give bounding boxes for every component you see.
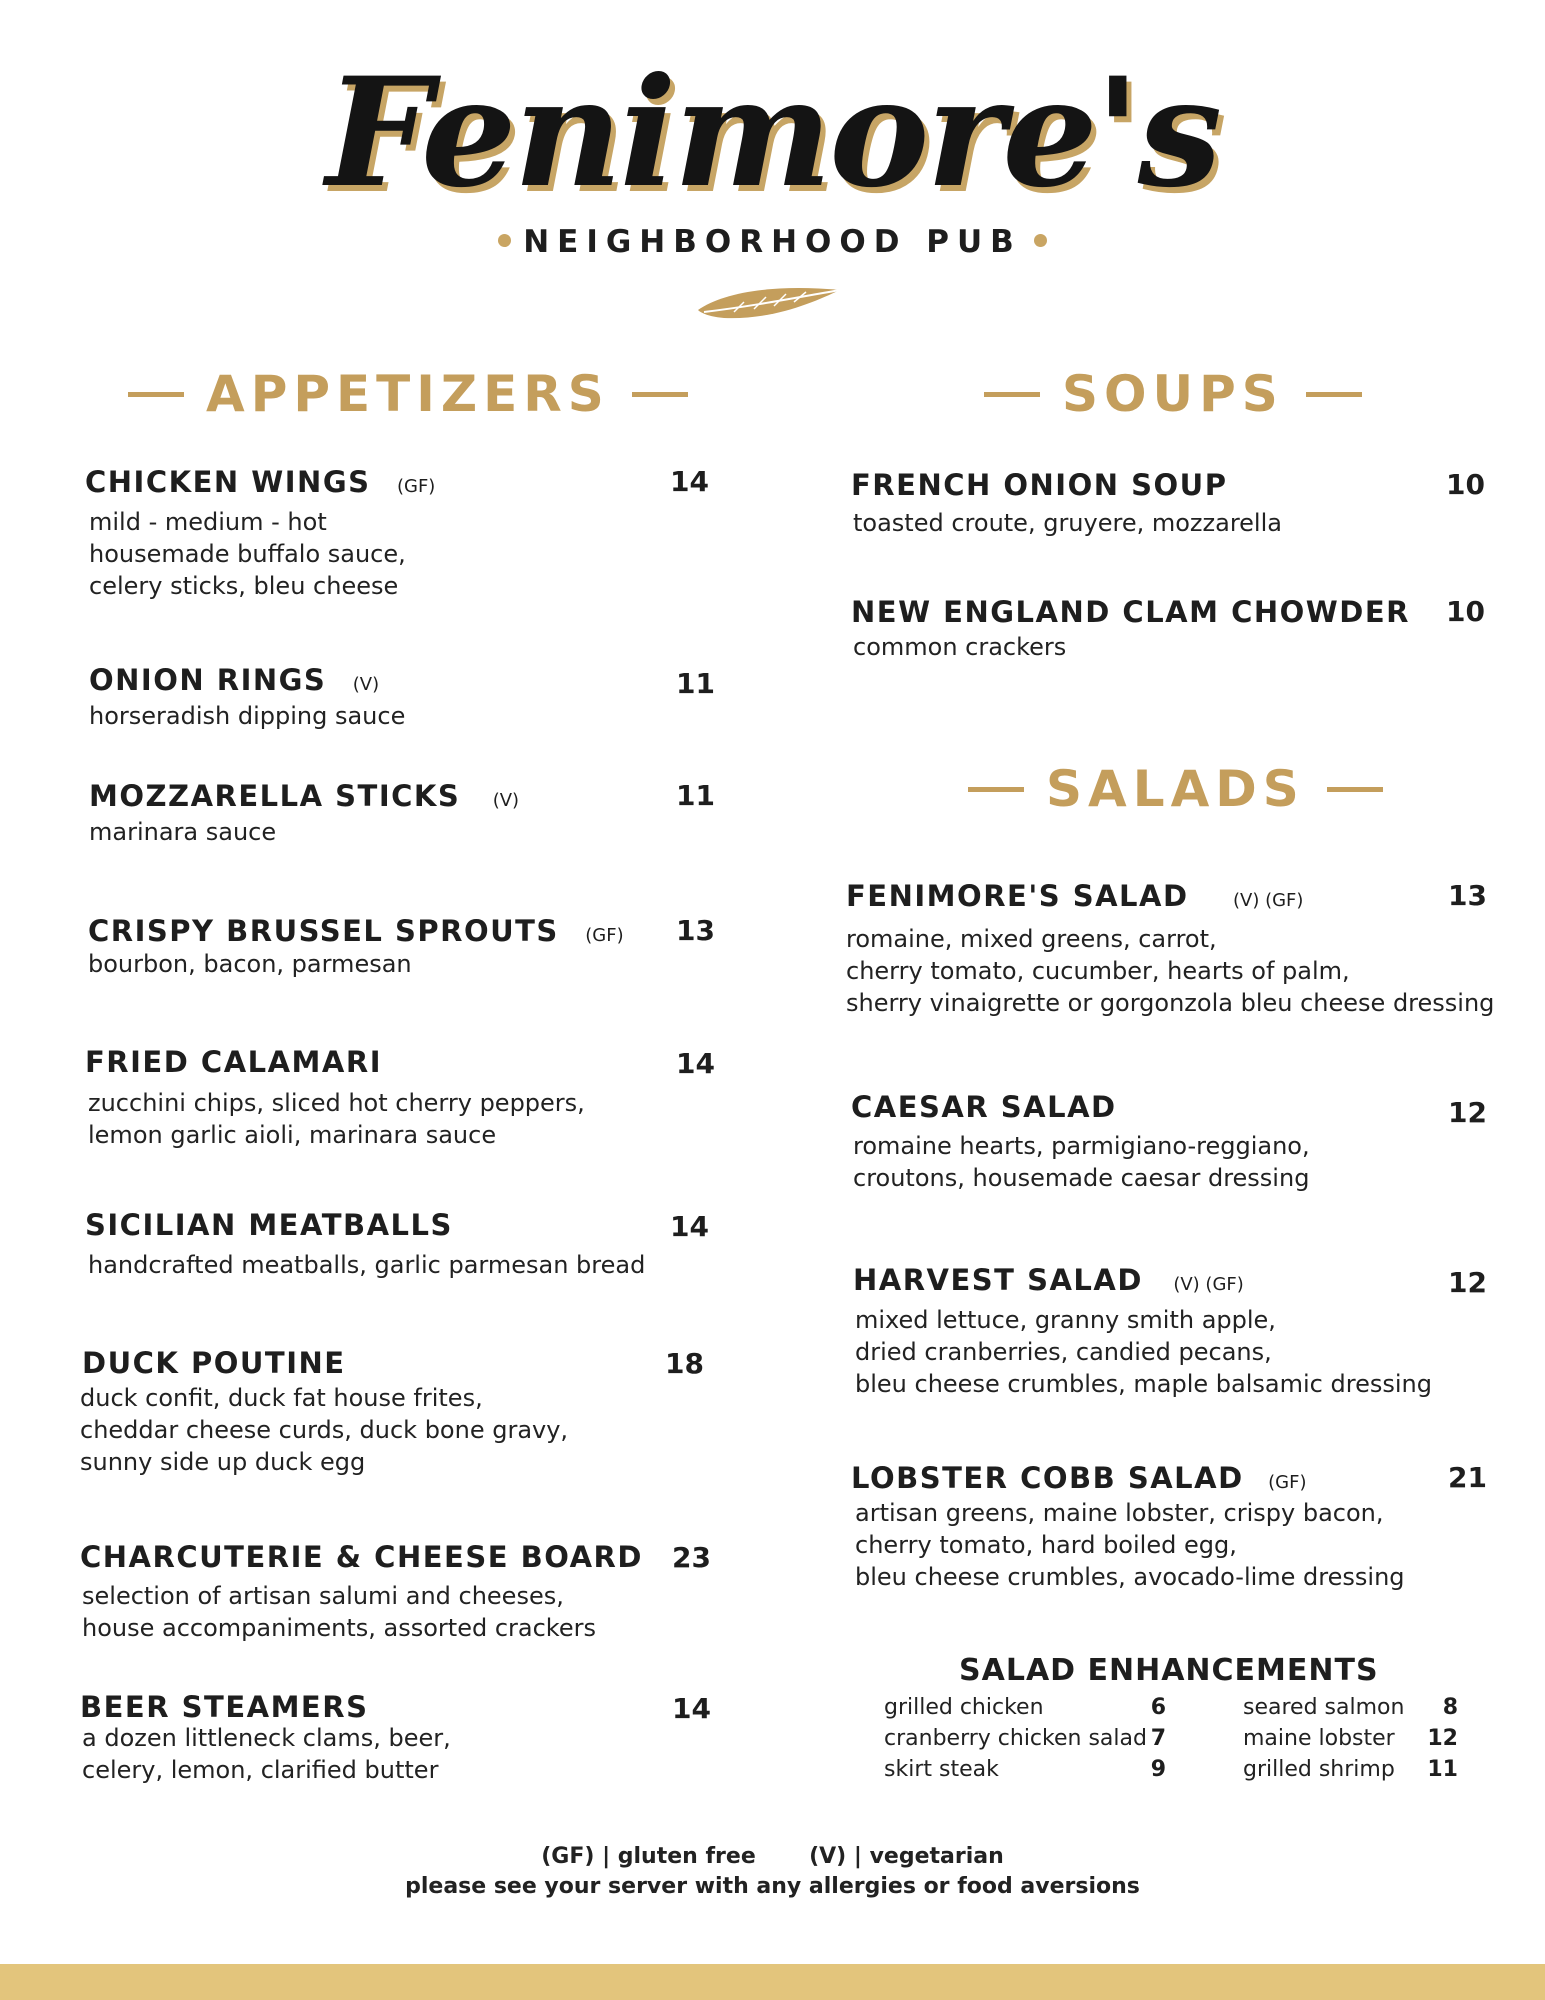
item-description — [88, 1249, 645, 1281]
dash-decoration — [968, 787, 1024, 792]
item-description — [89, 506, 406, 602]
dash-decoration — [1327, 787, 1383, 792]
item-description — [853, 507, 1282, 539]
enhancements-right-list — [1243, 1692, 1404, 1785]
item-price: 18 — [665, 1347, 704, 1380]
desc-line: house accompaniments, assorted crackers — [82, 1614, 596, 1642]
enhancement-price: 8 — [1442, 1695, 1458, 1720]
menu-item — [89, 663, 379, 697]
item-price: 14 — [670, 465, 709, 498]
item-price: 11 — [676, 779, 715, 812]
item-description — [82, 1722, 451, 1786]
item-name: MOZZARELLA STICKS — [89, 779, 461, 813]
desc-line: common crackers — [853, 633, 1067, 661]
item-price: 14 — [672, 1692, 711, 1725]
item-name: ONION RINGS — [89, 663, 327, 697]
item-description — [853, 631, 1066, 663]
tagline — [0, 224, 1545, 260]
logo: Fenimore's — [325, 45, 1220, 221]
allergy-note: please see your server with any allergies or food aversions — [405, 1874, 1140, 1899]
dash-decoration — [984, 392, 1040, 397]
tagline-text: NEIGHBORHOOD PUB — [523, 224, 1022, 260]
dietary-legend — [0, 1844, 1545, 1869]
item-name: CAESAR SALAD — [851, 1090, 1117, 1124]
item-price: 11 — [676, 667, 715, 700]
desc-line: mild - medium - hot — [89, 508, 327, 536]
section-soups — [962, 365, 1384, 423]
feather-icon — [694, 282, 844, 326]
enhancement-price: 12 — [1427, 1726, 1458, 1751]
item-tags: (V) — [352, 674, 380, 695]
menu-item — [851, 1461, 1306, 1495]
menu-item — [851, 1090, 1117, 1124]
desc-line: bourbon, bacon, parmesan — [88, 950, 412, 978]
footer-bar — [0, 1964, 1545, 2000]
item-description — [82, 1580, 596, 1644]
section-title: APPETIZERS — [206, 365, 610, 423]
item-price: 13 — [676, 914, 715, 947]
enhancement-price: 7 — [1150, 1726, 1166, 1751]
item-name: FRIED CALAMARI — [85, 1045, 382, 1079]
desc-line: romaine, mixed greens, carrot, — [846, 925, 1217, 953]
section-appetizers — [106, 365, 710, 423]
desc-line: cheddar cheese curds, duck bone gravy, — [80, 1416, 569, 1444]
item-name: CHARCUTERIE & CHEESE BOARD — [80, 1540, 643, 1574]
legend-gf: (GF) | gluten free — [541, 1844, 756, 1869]
item-name: CRISPY BRUSSEL SPROUTS — [88, 914, 559, 948]
desc-line: lemon garlic aioli, marinara sauce — [88, 1121, 497, 1149]
desc-line: duck confit, duck fat house frites, — [80, 1384, 483, 1412]
desc-line: cherry tomato, hard boiled egg, — [855, 1531, 1237, 1559]
item-tags: (V) (GF) — [1232, 890, 1304, 911]
enhancements-title: SALAD ENHANCEMENTS — [959, 1653, 1379, 1688]
item-name: NEW ENGLAND CLAM CHOWDER — [851, 595, 1410, 629]
menu-item — [82, 1346, 346, 1380]
menu-item — [80, 1690, 368, 1724]
menu-item — [853, 1263, 1244, 1297]
item-price: 21 — [1448, 1461, 1487, 1494]
desc-line: marinara sauce — [89, 818, 277, 846]
desc-line: a dozen littleneck clams, beer, — [82, 1724, 451, 1752]
item-name: DUCK POUTINE — [82, 1346, 346, 1380]
item-name: CHICKEN WINGS — [85, 465, 371, 499]
dot-right-icon — [1034, 234, 1047, 247]
enhancement-price: 9 — [1150, 1757, 1166, 1782]
item-tags: (GF) — [396, 476, 436, 497]
desc-line: selection of artisan salumi and cheeses, — [82, 1582, 564, 1610]
desc-line: housemade buffalo sauce, — [89, 540, 406, 568]
item-price: 13 — [1448, 879, 1487, 912]
item-description — [853, 1130, 1310, 1194]
desc-line: zucchini chips, sliced hot cherry peppers, — [88, 1089, 585, 1117]
menu-item — [846, 879, 1303, 913]
item-description — [80, 1382, 568, 1478]
enhancement-name: maine lobster — [1243, 1726, 1395, 1751]
section-salads — [946, 760, 1405, 818]
item-name: FRENCH ONION SOUP — [851, 468, 1228, 502]
enhancement-name: grilled shrimp — [1243, 1757, 1395, 1782]
enhancement-name: grilled chicken — [884, 1695, 1044, 1720]
section-title: SOUPS — [1062, 365, 1284, 423]
desc-line: bleu cheese crumbles, avocado-lime dressing — [855, 1563, 1405, 1591]
menu-item — [85, 1045, 382, 1079]
item-tags: (V) — [492, 790, 520, 811]
item-name: FENIMORE'S SALAD — [846, 879, 1189, 913]
legend-v: (V) | vegetarian — [809, 1844, 1004, 1869]
enhancement-name: cranberry chicken salad — [884, 1726, 1147, 1751]
item-description — [89, 700, 405, 732]
item-name: BEER STEAMERS — [80, 1690, 369, 1724]
desc-line: horseradish dipping sauce — [89, 702, 406, 730]
item-name: LOBSTER COBB SALAD — [851, 1461, 1244, 1495]
item-price: 10 — [1446, 595, 1485, 628]
item-description — [89, 816, 276, 848]
enhancements-left-list — [884, 1692, 1147, 1785]
enhancement-name: skirt steak — [884, 1757, 999, 1782]
section-title: SALADS — [1046, 760, 1305, 818]
item-price: 12 — [1448, 1096, 1487, 1129]
enhancements-right-prices — [1418, 1692, 1458, 1785]
enhancement-price: 6 — [1150, 1695, 1166, 1720]
desc-line: handcrafted meatballs, garlic parmesan bread — [88, 1251, 646, 1279]
enhancement-price: 11 — [1427, 1757, 1458, 1782]
menu-item — [85, 465, 435, 499]
dash-decoration — [128, 392, 184, 397]
item-price: 14 — [670, 1210, 709, 1243]
menu-item — [89, 779, 519, 813]
desc-line: romaine hearts, parmigiano-reggiano, — [853, 1132, 1310, 1160]
item-price: 23 — [672, 1541, 711, 1574]
menu-item — [851, 468, 1227, 502]
item-name: HARVEST SALAD — [853, 1263, 1143, 1297]
enhancements-left-prices — [1126, 1692, 1166, 1785]
menu-item — [851, 595, 1410, 629]
desc-line: sunny side up duck egg — [80, 1448, 366, 1476]
item-price: 10 — [1446, 468, 1485, 501]
desc-line: bleu cheese crumbles, maple balsamic dressing — [855, 1370, 1432, 1398]
item-price: 12 — [1448, 1266, 1487, 1299]
item-description — [846, 923, 1494, 1019]
menu-item — [80, 1540, 643, 1574]
desc-line: celery, lemon, clarified butter — [82, 1756, 439, 1784]
item-description — [88, 1087, 585, 1151]
desc-line: dried cranberries, candied pecans, — [855, 1338, 1272, 1366]
dash-decoration — [1306, 392, 1362, 397]
desc-line: mixed lettuce, granny smith apple, — [855, 1306, 1276, 1334]
item-price: 14 — [676, 1047, 715, 1080]
item-description — [855, 1304, 1432, 1400]
desc-line: croutons, housemade caesar dressing — [853, 1164, 1310, 1192]
item-description — [88, 948, 412, 980]
item-description — [855, 1497, 1405, 1593]
item-name: SICILIAN MEATBALLS — [85, 1208, 453, 1242]
menu-item — [85, 1208, 453, 1242]
enhancement-name: seared salmon — [1243, 1695, 1405, 1720]
menu-item — [88, 914, 624, 948]
item-tags: (GF) — [585, 925, 624, 946]
item-tags: (GF) — [1268, 1472, 1307, 1493]
desc-line: artisan greens, maine lobster, crispy bacon, — [855, 1499, 1384, 1527]
item-tags: (V) (GF) — [1173, 1274, 1244, 1295]
desc-line: toasted croute, gruyere, mozzarella — [853, 509, 1282, 537]
dash-decoration — [632, 392, 688, 397]
desc-line: cherry tomato, cucumber, hearts of palm, — [846, 957, 1350, 985]
dot-left-icon — [498, 234, 511, 247]
desc-line: celery sticks, bleu cheese — [89, 572, 399, 600]
desc-line: sherry vinaigrette or gorgonzola bleu cheese dressing — [846, 989, 1495, 1017]
